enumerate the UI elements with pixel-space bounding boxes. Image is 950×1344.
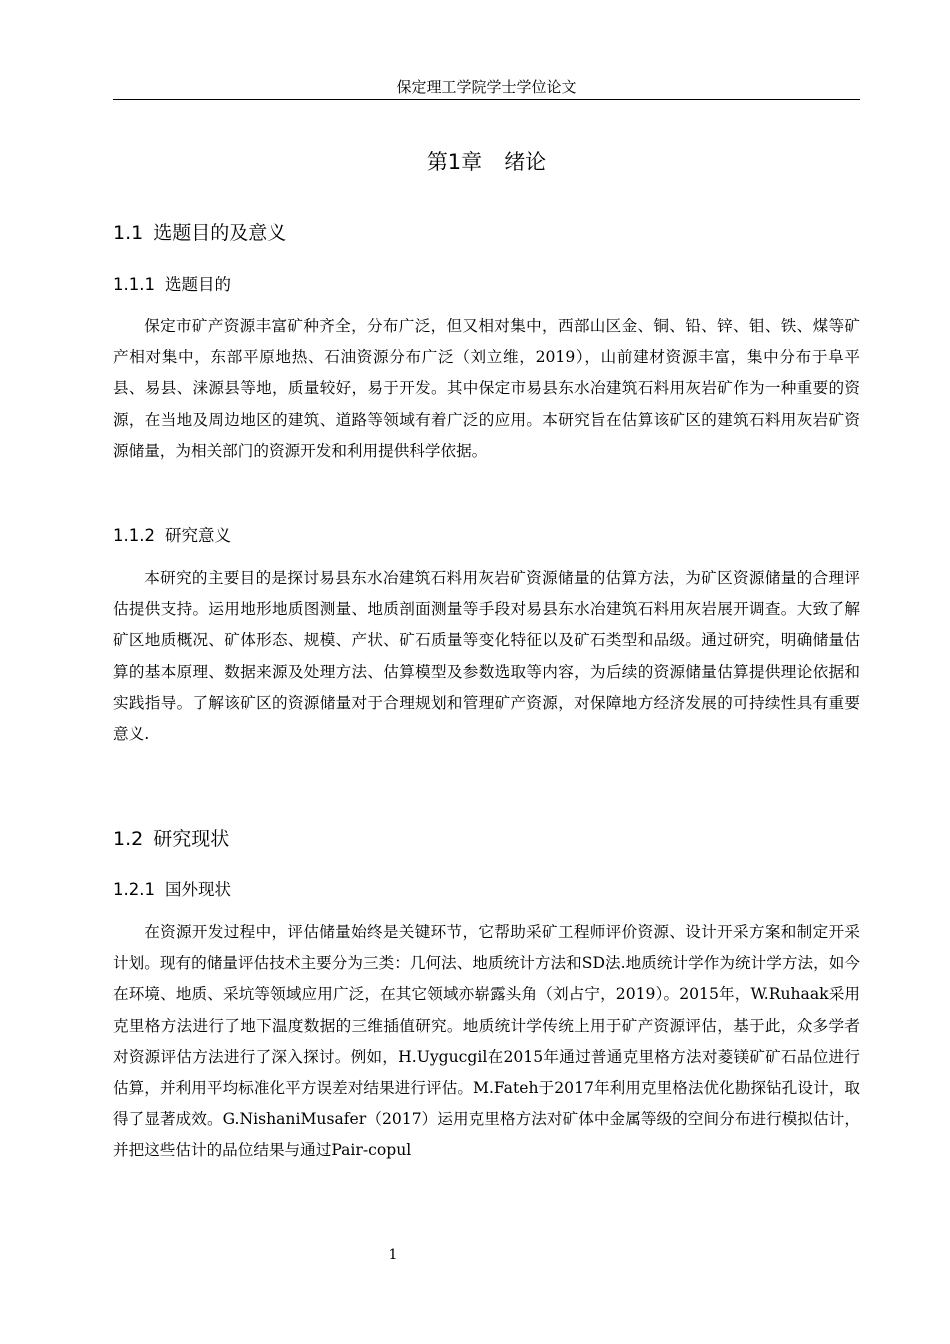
section-heading <box>113 219 286 247</box>
subsection-heading <box>113 272 231 298</box>
subsection-number: 1.1.2 <box>113 526 155 545</box>
section-title: 研究现状 <box>153 828 230 850</box>
chapter-number: 第1章 <box>426 150 483 174</box>
page-number: 1 <box>388 1247 398 1263</box>
subsection-title: 研究意义 <box>164 526 231 545</box>
subsection-title: 国外现状 <box>164 880 231 899</box>
subsection-number: 1.2.1 <box>113 880 155 899</box>
subsection-heading <box>113 877 231 903</box>
section-title: 选题目的及意义 <box>153 222 287 244</box>
paragraph: 保定市矿产资源丰富矿种齐全，分布广泛，但又相对集中，西部山区金、铜、铅、锌、钼、铁、煤等矿产相对集中，东部平原地热、石油资源分布广泛（刘立维，2019），山前建材资源丰富，集中分布于阜平县、易县、涞源县等地，质量较好，易于开发。其中保定市易县东水冶建筑石料用灰岩矿作为一种重要的资源，在当地及周边地区的建筑、道路等领域有着广泛的应用。本研究旨在估算该矿区的建筑石料用灰岩矿资源储量，为相关部门的资源开发和利用提供科学依据。 <box>113 317 860 460</box>
chapter-title <box>113 146 860 178</box>
header-rule <box>113 99 860 100</box>
paragraph: 本研究的主要目的是探讨易县东水冶建筑石料用灰岩矿资源储量的估算方法，为矿区资源储量的合理评估提供支持。运用地形地质图测量、地质剖面测量等手段对易县东水冶建筑石料用灰岩展开调查。大致了解矿区地质概况、矿体形态、规模、产状、矿石质量等变化特征以及矿石类型和品级。通过研究，明确储量估算的基本原理、数据来源及处理方法、估算模型及参数选取等内容，为后续的资源储量估算提供理论依据和实践指导。了解该矿区的资源储量对于合理规划和管理矿产资源，对保障地方经济发展的可持续性具有重要意义. <box>113 569 860 744</box>
running-header: 保定理工学院学士学位论文 <box>396 78 577 96</box>
subsection-number: 1.1.1 <box>113 275 155 294</box>
section-number: 1.1 <box>113 222 144 244</box>
subsection-heading <box>113 523 231 549</box>
chapter-name: 绪论 <box>504 150 547 174</box>
paragraph: 在资源开发过程中，评估储量始终是关键环节，它帮助采矿工程师评价资源、设计开采方案和制定开采计划。现有的储量评估技术主要分为三类：几何法、地质统计方法和SD法.地质统计学作为统计学方法，如今在环境、地质、采坑等领域应用广泛，在其它领域亦崭露头角（刘占宁，2019）。2015年，W.Ruhaak采用克里格方法进行了地下温度数据的三维插值研究。地质统计学传统上用于矿产资源评估，基于此，众多学者对资源评估方法进行了深入探讨。例如，H.Uygucgil在2015年通过普通克里格方法对菱镁矿矿石品位进行估算，并利用平均标准化平方误差对结果进行评估。M.Fateh于2017年利用克里格法优化勘探钻孔设计，取得了显著成效。G.NishaniMusafer（2017）运用克里格方法对矿体中金属等级的空间分布进行模拟估计，并把这些估计的品位结果与通过Pair-copul <box>113 923 860 1160</box>
section-heading <box>113 825 229 853</box>
subsection-title: 选题目的 <box>164 275 231 294</box>
section-number: 1.2 <box>113 828 144 850</box>
